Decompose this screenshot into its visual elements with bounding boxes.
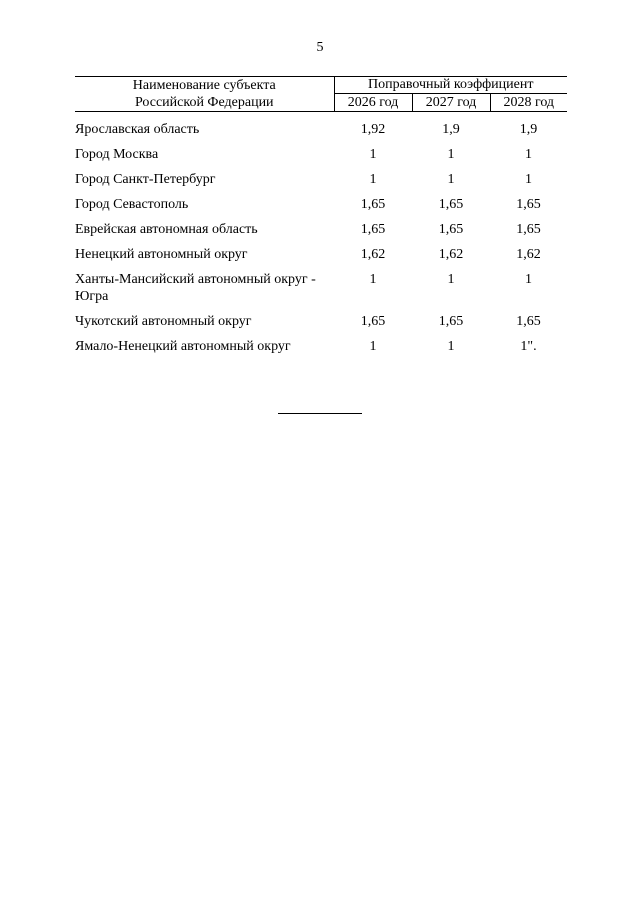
subject-name-cell: Ярославская область <box>75 122 200 137</box>
subject-name-cell: Ненецкий автономный округ <box>75 247 248 262</box>
coefficient-value-cell: 1 <box>447 172 455 187</box>
coefficient-value-cell: 1,9 <box>442 122 460 137</box>
table-row <box>75 171 567 196</box>
table-row <box>75 338 567 363</box>
coefficient-value-cell: 1". <box>520 339 537 354</box>
subject-name-cell: Город Санкт-Петербург <box>75 172 216 187</box>
coefficient-value-cell: 1 <box>525 272 532 287</box>
coefficient-value-cell: 1,62 <box>438 247 464 262</box>
coefficient-table <box>75 76 567 363</box>
subject-name-cell: Чукотский автономный округ <box>75 314 252 329</box>
column-header-subject <box>75 77 334 112</box>
coefficient-value-cell: 1 <box>447 339 455 354</box>
column-header-year-2026: 2026 год <box>334 94 412 112</box>
coefficient-value-cell: 1 <box>369 272 377 287</box>
end-of-document-rule <box>278 413 362 414</box>
coefficient-value-cell: 1,62 <box>360 247 386 262</box>
table-row <box>75 246 567 271</box>
subject-name-cell: Ханты-Мансийский автономный округ - Югра <box>75 272 316 304</box>
table-row <box>75 221 567 246</box>
coefficient-value-cell: 1,65 <box>438 314 464 329</box>
coefficient-value-cell: 1,65 <box>516 314 541 329</box>
table-row <box>75 196 567 221</box>
column-header-coefficient: Поправочный коэффициент <box>334 77 567 94</box>
coefficient-value-cell: 1,65 <box>360 222 386 237</box>
page-number: 5 <box>316 40 324 55</box>
subject-name-cell: Город Москва <box>75 147 159 162</box>
coefficient-value-cell: 1,65 <box>516 222 541 237</box>
column-header-subject-line1: Наименование субъекта <box>132 78 276 93</box>
coefficient-value-cell: 1 <box>525 147 532 162</box>
coefficient-value-cell: 1,92 <box>360 122 386 137</box>
table-row <box>75 146 567 171</box>
coefficient-value-cell: 1 <box>369 339 377 354</box>
column-header-year-2027: 2027 год <box>412 94 490 112</box>
coefficient-value-cell: 1 <box>525 172 532 187</box>
coefficient-value-cell: 1,65 <box>360 197 386 212</box>
subject-name-cell: Ямало-Ненецкий автономный округ <box>75 339 291 354</box>
coefficient-value-cell: 1,9 <box>519 122 538 137</box>
table-row <box>75 121 567 146</box>
coefficient-value-cell: 1 <box>369 172 377 187</box>
coefficient-value-cell: 1 <box>447 147 455 162</box>
table-row <box>75 313 567 338</box>
column-header-subject-line2: Российской Федерации <box>134 95 274 110</box>
coefficient-value-cell: 1,65 <box>360 314 386 329</box>
table-body <box>75 112 567 364</box>
coefficient-value-cell: 1 <box>447 272 455 287</box>
coefficient-value-cell: 1,65 <box>438 197 464 212</box>
coefficient-value-cell: 1,62 <box>516 247 541 262</box>
coefficient-value-cell: 1,65 <box>516 197 541 212</box>
table-row <box>75 271 567 313</box>
coefficient-value-cell: 1 <box>369 147 377 162</box>
coefficient-value-cell: 1,65 <box>438 222 464 237</box>
column-header-year-2028: 2028 год <box>490 94 567 112</box>
subject-name-cell: Еврейская автономная область <box>75 222 258 237</box>
subject-name-cell: Город Севастополь <box>75 197 189 212</box>
